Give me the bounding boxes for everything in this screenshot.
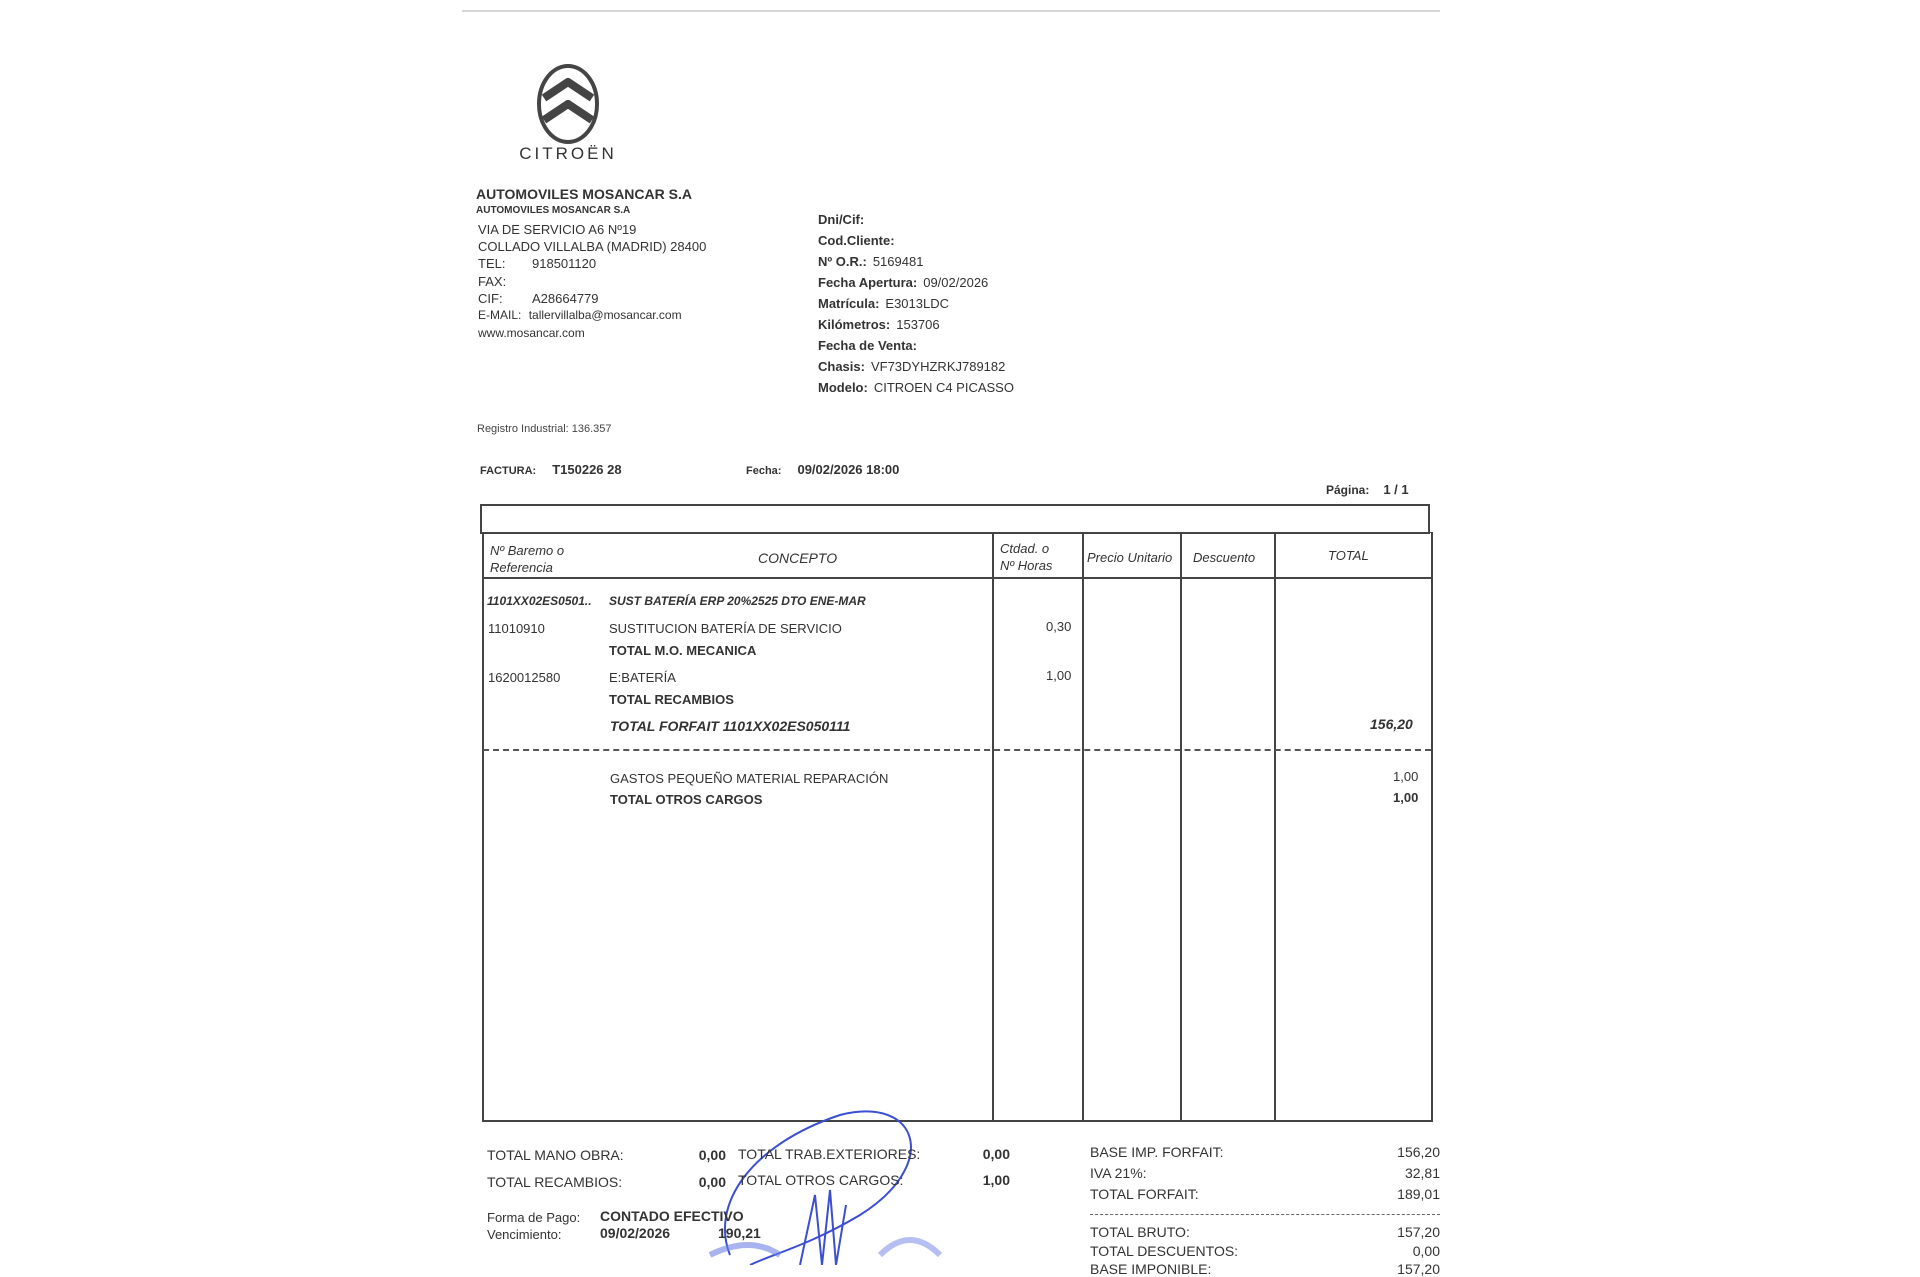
venta-label: Fecha de Venta: [818, 338, 917, 353]
chasis-label: Chasis: [818, 359, 865, 374]
row-concepto: TOTAL M.O. MECANICA [609, 643, 757, 658]
base-forfait-label: BASE IMP. FORFAIT: [1090, 1144, 1224, 1160]
company-tel [478, 256, 596, 271]
dni-label: Dni/Cif: [818, 212, 865, 227]
company-cif [478, 291, 599, 306]
trab-ext-value: 0,00 [982, 1146, 1010, 1162]
header-descuento: Descuento [1193, 550, 1256, 565]
total-forfait-label: TOTAL FORFAIT: [1090, 1186, 1199, 1202]
tel-value: 918501120 [532, 256, 597, 271]
company-web: www.mosancar.com [478, 326, 585, 340]
chevron-logo-icon [534, 62, 602, 146]
chasis-row [818, 359, 1005, 374]
row-concepto: TOTAL FORFAIT 1101XX02ES050111 [610, 718, 851, 734]
totals-dash-divider [1090, 1214, 1440, 1215]
header-concepto: CONCEPTO [758, 550, 838, 566]
pago-value: CONTADO EFECTIVO [600, 1208, 744, 1224]
factura-number: T150226 28 [552, 462, 622, 477]
table-top-box [480, 504, 1430, 534]
col-divider-4 [1274, 533, 1276, 1122]
pago-label: Forma de Pago: [487, 1210, 581, 1225]
recambios-value: 0,00 [698, 1174, 726, 1190]
km-label: Kilómetros: [818, 317, 891, 332]
descuentos-label: TOTAL DESCUENTOS: [1090, 1243, 1239, 1259]
row-concepto: SUST BATERÍA ERP 20%2525 DTO ENE-MAR [609, 594, 866, 608]
row-concepto: TOTAL RECAMBIOS [609, 692, 734, 707]
section-dash-divider [483, 749, 1431, 751]
base-imponible-label: BASE IMPONIBLE: [1090, 1261, 1212, 1277]
row-concepto: TOTAL OTROS CARGOS [610, 792, 763, 807]
vencimiento-amount: 190,21 [718, 1225, 761, 1241]
row-total: 1,00 [1393, 790, 1419, 805]
or-label: Nº O.R.: [818, 254, 867, 269]
row-ref: 1620012580 [488, 670, 561, 685]
company-address: VIA DE SERVICIO A6 Nº19 [478, 222, 637, 237]
row-cantidad: 0,30 [1046, 619, 1072, 634]
bruto-value: 157,20 [1397, 1224, 1440, 1240]
pagina-value: 1 / 1 [1383, 482, 1409, 497]
trab-ext-label: TOTAL TRAB.EXTERIORES: [738, 1146, 921, 1162]
fecha-row [746, 462, 899, 477]
header-cant-1: Ctdad. o [1000, 541, 1050, 556]
header-cant-2: Nº Horas [1000, 558, 1053, 573]
vencimiento-label: Vencimiento: [487, 1227, 562, 1242]
pagina-row [1326, 482, 1409, 497]
company-name-small: AUTOMOVILES MOSANCAR S.A [476, 205, 631, 216]
row-concepto: SUSTITUCION BATERÍA DE SERVICIO [609, 621, 842, 636]
recambios-label: TOTAL RECAMBIOS: [487, 1174, 623, 1190]
row-concepto: GASTOS PEQUEÑO MATERIAL REPARACIÓN [610, 771, 889, 786]
cif-value: A28664779 [532, 291, 599, 306]
col-divider-3 [1180, 533, 1182, 1122]
base-imponible-value: 157,20 [1397, 1261, 1440, 1277]
fax-label: FAX: [478, 274, 507, 289]
factura-row [480, 462, 622, 477]
base-forfait-value: 156,20 [1397, 1144, 1440, 1160]
km-value: 153706 [896, 317, 940, 332]
matricula-label: Matrícula: [818, 296, 880, 311]
iva-label: IVA 21%: [1090, 1165, 1147, 1181]
cliente-label: Cod.Cliente: [818, 233, 895, 248]
matricula-row [818, 296, 949, 311]
apertura-label: Fecha Apertura: [818, 275, 918, 290]
factura-label: FACTURA: [480, 465, 537, 477]
chasis-value: VF73DYHZRKJ789182 [870, 359, 1006, 374]
mano-obra-value: 0,00 [698, 1147, 726, 1163]
email-label: E-MAIL: [478, 308, 522, 322]
header-divider [483, 577, 1431, 579]
or-value: 5169481 [872, 254, 924, 269]
apertura-row [818, 275, 988, 290]
company-fax [478, 274, 532, 289]
modelo-value: CITROEN C4 PICASSO [873, 380, 1014, 395]
modelo-row [818, 380, 1014, 395]
col-divider-2 [1082, 533, 1084, 1122]
header-ref-1: Nº Baremo o [490, 543, 565, 558]
col-divider-1 [992, 533, 994, 1122]
row-cantidad: 1,00 [1046, 668, 1072, 683]
tel-label: TEL: [478, 256, 506, 271]
otros-label: TOTAL OTROS CARGOS: [738, 1172, 904, 1188]
modelo-label: Modelo: [818, 380, 868, 395]
or-row [818, 254, 923, 269]
row-total: 1,00 [1393, 769, 1419, 784]
mano-obra-label: TOTAL MANO OBRA: [487, 1147, 624, 1163]
fecha-label: Fecha: [746, 465, 782, 477]
descuentos-value: 0,00 [1412, 1243, 1440, 1259]
company-city: COLLADO VILLALBA (MADRID) 28400 [478, 239, 707, 254]
company-email [478, 308, 682, 322]
vencimiento-date: 09/02/2026 [600, 1225, 671, 1241]
cif-label: CIF: [478, 291, 503, 306]
registro-industrial: Registro Industrial: 136.357 [477, 423, 612, 435]
brand-name: CITROËN [519, 144, 617, 163]
email-value: tallervillalba@mosancar.com [528, 308, 682, 322]
row-concepto: E:BATERÍA [609, 670, 676, 685]
km-row [818, 317, 940, 332]
iva-value: 32,81 [1404, 1165, 1440, 1181]
pagina-label: Página: [1326, 483, 1370, 497]
apertura-value: 09/02/2026 [923, 275, 989, 290]
row-ref: 1101XX02ES0501.. [487, 594, 592, 608]
company-name: AUTOMOVILES MOSANCAR S.A [476, 186, 692, 202]
header-total: TOTAL [1328, 548, 1369, 563]
row-total: 156,20 [1370, 716, 1413, 732]
total-forfait-value: 189,01 [1397, 1186, 1440, 1202]
matricula-value: E3013LDC [885, 296, 950, 311]
top-rule [462, 10, 1440, 12]
citroen-logo [512, 58, 624, 170]
fecha-value: 09/02/2026 18:00 [797, 462, 900, 477]
otros-value: 1,00 [982, 1172, 1010, 1188]
bruto-label: TOTAL BRUTO: [1090, 1224, 1190, 1240]
row-ref: 11010910 [488, 621, 545, 636]
header-ref-2: Referencia [490, 560, 553, 575]
header-precio: Precio Unitario [1087, 550, 1173, 565]
